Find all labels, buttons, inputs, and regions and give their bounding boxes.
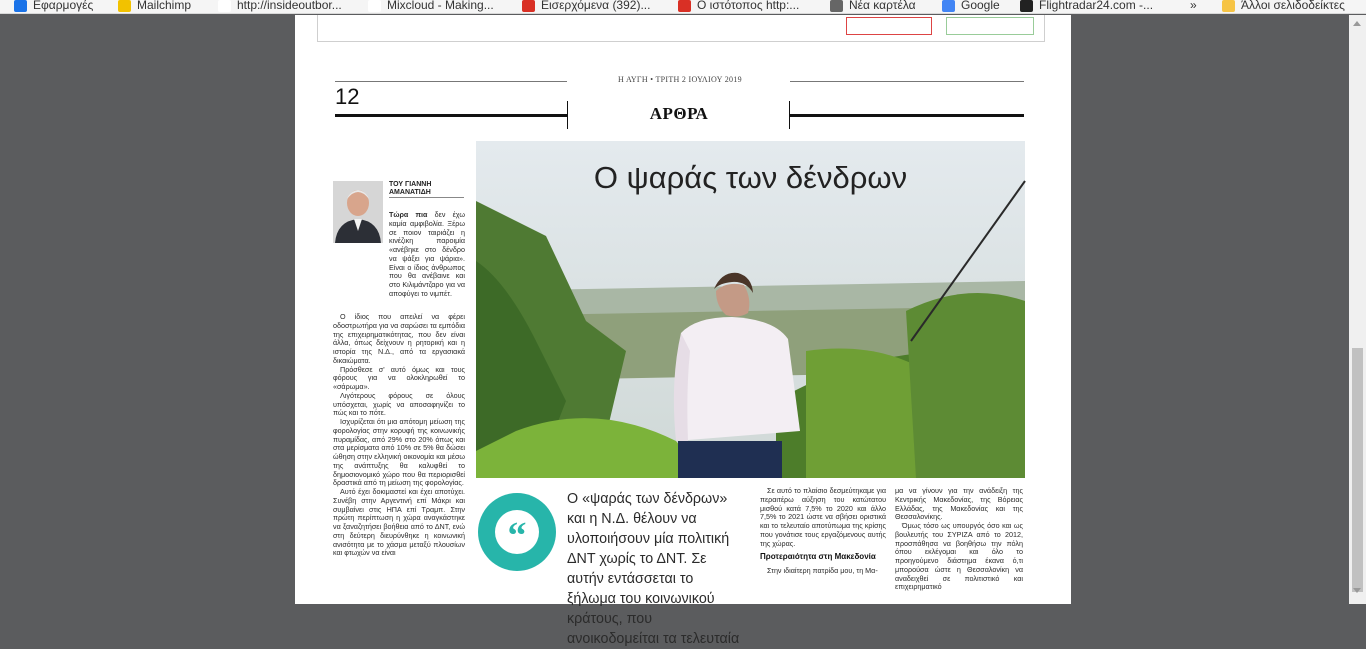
column-paragraph: Πρόσθεσε σ' αυτό όμως και τους φόρους για να ολοκληρωθεί το «σάρωμα». — [333, 364, 465, 391]
bookmark-item[interactable] — [678, 0, 799, 14]
section-divider — [789, 101, 790, 129]
vertical-scrollbar[interactable] — [1349, 15, 1366, 604]
lead-text: δεν έχω καμία αμφιβολία. Ξέρω σε ποιον ταιριάζει η κινέζικη παροιμία «ανέβηκε στο δένδρο να ψάξει για ψάρια». Είναι ο ίδιος άνθρωπος που θα ανέβαινε και στο Κιλιμάντζαρο για να αποφύγει το νιμπέτ. — [389, 210, 465, 298]
ad-thumbnail — [846, 17, 932, 35]
scrollbar-thumb[interactable] — [1352, 348, 1363, 592]
ad-thumbnail — [946, 17, 1034, 35]
article-column-4 — [895, 487, 1023, 592]
bookmark-item[interactable] — [1222, 0, 1345, 14]
quote-icon: “ — [478, 493, 556, 571]
article-photo — [476, 141, 1025, 478]
bookmark-item[interactable] — [522, 0, 650, 14]
previous-page-bottom — [317, 15, 1045, 42]
article-lead — [389, 211, 465, 299]
lead-words: Τώρα πια — [389, 210, 428, 219]
bookmark-label: http://insideoutbor... — [237, 0, 342, 12]
newspaper-page — [295, 15, 1071, 647]
bookmark-label: Εφαρμογές — [33, 0, 94, 12]
mailchimp-icon — [118, 0, 131, 12]
page-number: 12 — [335, 84, 360, 109]
apps-grid-icon — [14, 0, 27, 12]
bookmark-label: Άλλοι σελιδοδείκτες — [1241, 0, 1345, 12]
bookmark-label: Εισερχόμενα (392)... — [541, 0, 651, 12]
column-paragraph: Σε αυτό το πλαίσιο δεσμεύτηκαμε για περαιτέρω αύξηση του κατώτατου μισθού κατά 7,5% το 2020 και άλλο 7,5% το 2021 ώστε να σβήσει οριστικά και το τελευταίο αποτύπωμα της κρίσης που γονάτισε τους εργαζόμενους αυτής της χώρας. — [760, 486, 886, 548]
column-paragraph: Ισχυρίζεται ότι μια απότομη μείωση της φορολογίας στην κορυφή της κοινωνικής πυραμίδας, από 29% στο 20% όπως και στα μερίσματα από 10% σε 5% θα δώσει ώθηση στην ελληνική οικονομία και μέσω της ανάπτυξης θα καλυφθεί το δημοσιονομικό χώρο που θα περιορισθεί δραστικά από τη μείωση της φορολογίας. — [333, 417, 465, 488]
author-photo — [333, 181, 383, 243]
bookmark-label: Mailchimp — [137, 0, 192, 12]
scroll-up-arrow-icon[interactable] — [1353, 21, 1361, 26]
bookmark-label: Ο ιστότοπος http:... — [697, 0, 800, 12]
bookmark-item[interactable] — [118, 0, 191, 14]
page-icon — [218, 0, 231, 12]
pull-quote-text: Ο «ψαράς των δένδρων» και η Ν.Δ. θέλουν να υλοποιήσουν μία πολιτική ΔΝΤ χωρίς το ΔΝΤ. Σε αυτήν εντάσσεται το ξήλωμα του κοινωνικού κράτους, που ανοικοδομείται τα τελευταία — [567, 491, 740, 647]
bookmark-item[interactable] — [942, 0, 1000, 14]
gmail-icon — [522, 0, 535, 12]
column-paragraph: μα να γίνουν για την ανάδειξη της Κεντρικής Μακεδονίας, της Βόρειας Ελλάδας, της Μακεδονίας και της Θεσσαλονίκης. — [895, 486, 1023, 522]
flightradar-icon — [1020, 0, 1033, 12]
bookmark-item[interactable] — [14, 0, 93, 14]
byline: ΤΟΥ ΓΙΑΝΝΗ ΑΜΑΝΑΤΙΔΗ — [389, 181, 432, 196]
bookmark-item[interactable] — [368, 0, 494, 14]
column-paragraph: Ο ίδιος που απειλεί να φέρει οδοστρωτήρα για να σαρώσει τα εμπόδια της επιχειρηματικότητας, που δεν είναι άλλα, όπως δείχνουν η ρητορική και η ιστορία της Ν.Δ., από τα εργασιακά δικαιώματα. — [333, 312, 465, 365]
headline: Ο ψαράς των δένδρων — [593, 160, 908, 195]
header-rule — [790, 81, 1024, 82]
pull-quote — [481, 489, 743, 649]
byline-rule — [389, 197, 464, 198]
article-column-3 — [760, 487, 886, 576]
section-rule-right — [790, 114, 1024, 117]
bookmarks-bar — [0, 0, 1366, 14]
subheading: Προτεραιότητα στη Μακεδονία — [760, 552, 876, 562]
bookmark-label: Flightradar24.com -... — [1039, 0, 1154, 12]
column-paragraph: Αυτό έχει δοκιμαστεί και έχει αποτύχει. Συνέβη στην Αργεντινή επί Μάκρι και συμβαίνει στις ΗΠΑ επί Τραμπ. Στην πρώτη περίπτωση η χώρα αναγκάστηκε να ξαναζητήσει βοήθεια από το ΔΝΤ, ενώ στη δεύτερη διευρύνθηκε η κοινωνική ανισότητα με το χάσμα μεταξύ πλουσίων και φτωχών να είναι — [333, 487, 465, 558]
article-column-1 — [333, 313, 465, 558]
bookmark-item[interactable] — [1020, 0, 1153, 14]
bookmark-label: Google — [961, 0, 1000, 12]
bookmark-item[interactable] — [830, 0, 916, 14]
bookmark-item[interactable] — [1190, 0, 1197, 14]
globe-icon — [830, 0, 843, 12]
section-rule-left — [335, 114, 567, 117]
section-divider — [567, 101, 568, 129]
column-paragraph: Όμως τόσο ως υπουργός όσο και ως βουλευτής του ΣΥΡΙΖΑ από το 2012, προσπάθησα να βοηθήσω την πόλη όπου εκλέγομαι και όλο το προηγούμενο διάστημα έκανα ό,τι μπορούσα ώστε η Θεσσαλονίκη να αναδειχθεί σε πολιτιστικό και επιχειρηματικό — [895, 521, 1023, 592]
column-paragraph: Στην ιδιαίτερη πατρίδα μου, τη Μα- — [767, 566, 878, 576]
mixcloud-icon — [368, 0, 381, 12]
bookmark-item[interactable] — [218, 0, 342, 14]
paper-date: Η ΑΥΓΗ • ΤΡΙΤΗ 2 ΙΟΥΛΙΟΥ 2019 — [618, 75, 742, 84]
bookmark-label: » — [1190, 0, 1197, 12]
site-icon — [678, 0, 691, 12]
bookmark-label: Νέα καρτέλα — [849, 0, 916, 12]
google-icon — [942, 0, 955, 12]
header-rule — [335, 81, 567, 82]
section-title: ΑΡΘΡΑ — [649, 104, 709, 123]
column-paragraph: Λιγότερους φόρους σε όλους υπόσχεται, χωρίς να αποσαφηνίζει το πώς και το πότε. — [333, 390, 465, 418]
folder-icon — [1222, 0, 1235, 12]
bookmark-label: Mixcloud - Making... — [387, 0, 494, 12]
scroll-down-arrow-icon[interactable] — [1353, 588, 1361, 593]
